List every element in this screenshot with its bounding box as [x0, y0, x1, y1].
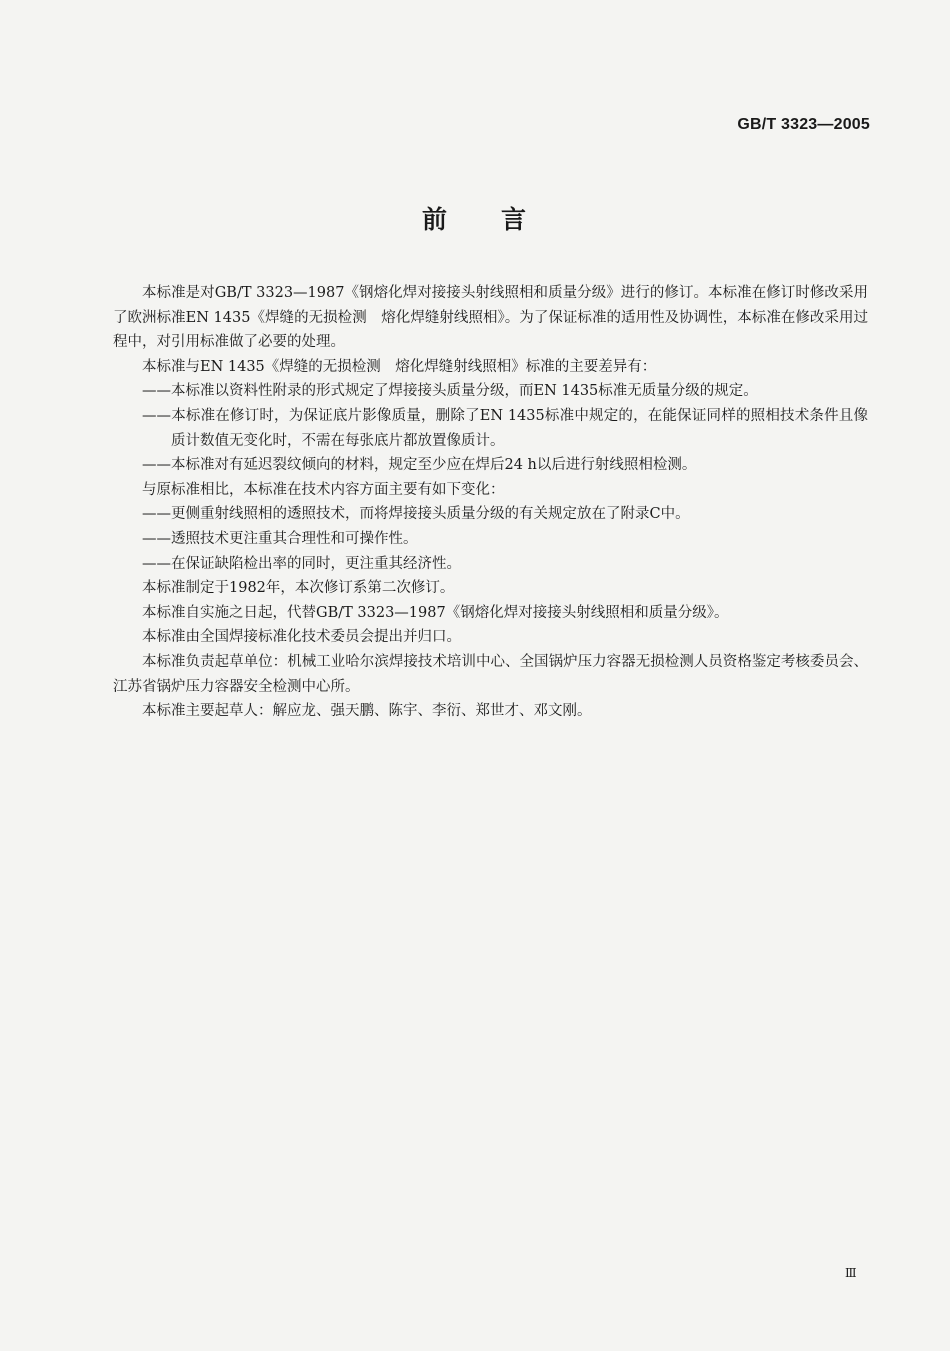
page-number: Ⅲ: [845, 1266, 857, 1280]
paragraph-changes-intro: 与原标准相比，本标准在技术内容方面主要有如下变化：: [142, 481, 505, 498]
paragraph-history: 本标准制定于1982年，本次修订系第二次修订。: [142, 580, 455, 597]
paragraph-replacement: 本标准自实施之日起，代替GB/T 3323—1987《钢熔化焊对接接头射线照相和质量分级》。: [142, 604, 729, 621]
change-item: ——在保证缺陷检出率的同时，更注重其经济性。: [142, 555, 461, 572]
paragraph-drafters: 本标准主要起草人：解应龙、强天鹏、陈宇、李衍、郑世才、邓文刚。: [142, 703, 592, 720]
standard-number: GB/T 3323—2005: [737, 116, 870, 133]
paragraph-drafting-units: 本标准负责起草单位：机械工业哈尔滨焊接技术培训中心、全国锅炉压力容器无损检测人员资格鉴定考核委员会、江苏省锅炉压力容器安全检测中心所。: [113, 653, 868, 695]
paragraph-differences-intro: 本标准与EN 1435《焊缝的无损检测 熔化焊缝射线照相》标准的主要差异有：: [142, 358, 657, 375]
difference-item: ——本标准对有延迟裂纹倾向的材料，规定至少应在焊后24 h以后进行射线照相检测。: [142, 457, 697, 474]
change-item: ——更侧重射线照相的透照技术，而将焊接接头质量分级的有关规定放在了附录C中。: [142, 506, 690, 523]
title-char-1: 前: [421, 205, 449, 234]
foreword-body: [113, 281, 868, 724]
change-item: ——透照技术更注重其合理性和可操作性。: [142, 530, 418, 547]
difference-item: ——本标准以资料性附录的形式规定了焊接接头质量分级，而EN 1435标准无质量分级的规定。: [142, 383, 758, 400]
page-title: [0, 200, 950, 236]
difference-item: ——本标准在修订时，为保证底片影像质量，删除了EN 1435标准中规定的，在能保证同样的照相技术条件且像质计数值无变化时，不需在每张底片都放置像质计。: [142, 407, 868, 449]
paragraph-revision-basis: 本标准是对GB/T 3323—1987《钢熔化焊对接接头射线照相和质量分级》进行的修订。本标准在修订时修改采用了欧洲标准EN 1435《焊缝的无损检测 熔化焊缝射线照相》。为了保证标准的适用性及协调性，本标准在修改采用过程中，对引用标准做了必要的处理。: [113, 285, 868, 351]
title-char-2: 言: [501, 205, 529, 234]
paragraph-proposer: 本标准由全国焊接标准化技术委员会提出并归口。: [142, 629, 461, 646]
